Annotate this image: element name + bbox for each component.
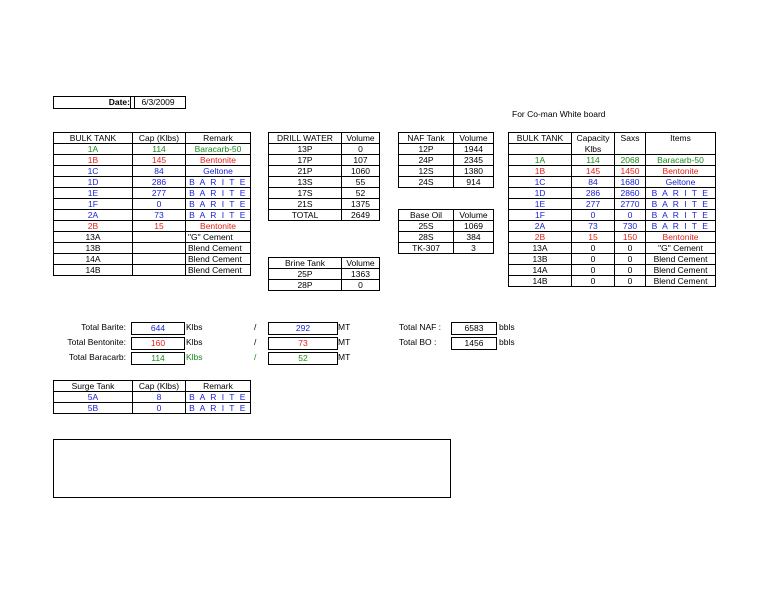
col-header: Surge Tank <box>54 381 133 392</box>
table-cell: 2770 <box>615 199 646 210</box>
table-cell: 2B <box>54 221 133 232</box>
col-header: Cap (Klbs) <box>133 381 186 392</box>
surge-tank-table <box>53 380 251 414</box>
table-cell: 0 <box>615 276 646 287</box>
table-cell: B A R I T E <box>646 210 716 221</box>
table-cell: 1060 <box>342 166 380 177</box>
table-cell: B A R I T E <box>186 199 251 210</box>
table-cell: 73 <box>133 210 186 221</box>
table-cell: 73 <box>572 221 615 232</box>
table-cell: Geltone <box>646 177 716 188</box>
total-mt-value: 52 <box>268 352 338 365</box>
table-row <box>54 221 251 232</box>
table-row <box>509 177 716 188</box>
table-row <box>54 177 251 188</box>
table-cell <box>133 254 186 265</box>
table-row <box>269 199 380 210</box>
total-separator: / <box>254 352 257 362</box>
table-row <box>54 265 251 276</box>
table-cell: 2A <box>509 221 572 232</box>
table-cell: 17P <box>269 155 342 166</box>
bulk-tank-table-left <box>53 132 251 276</box>
table-cell: 14A <box>509 265 572 276</box>
table-cell: Blend Cement <box>646 254 716 265</box>
table-cell: Baracarb-50 <box>186 144 251 155</box>
col-header: Base Oil <box>399 210 454 221</box>
table-cell: 15 <box>133 221 186 232</box>
total-separator: / <box>254 337 257 347</box>
table-cell: 0 <box>615 254 646 265</box>
table-cell: 0 <box>572 254 615 265</box>
table-cell: 0 <box>342 280 380 291</box>
col-header: Volume <box>454 210 494 221</box>
table-cell: 1944 <box>454 144 494 155</box>
table-cell: 5B <box>54 403 133 414</box>
table-cell: 2068 <box>615 155 646 166</box>
table-row <box>54 210 251 221</box>
table-cell: 0 <box>133 199 186 210</box>
table-cell <box>133 232 186 243</box>
table-row <box>269 280 380 291</box>
base-oil-table <box>398 209 494 254</box>
table-row <box>54 243 251 254</box>
col-header: Volume <box>454 133 494 144</box>
table-row <box>509 265 716 276</box>
whiteboard-note: For Co-man White board <box>512 109 606 119</box>
table-cell: B A R I T E <box>186 177 251 188</box>
table-cell: 21P <box>269 166 342 177</box>
table-cell: 84 <box>133 166 186 177</box>
table-cell: 2649 <box>342 210 380 221</box>
table-cell: 1B <box>509 166 572 177</box>
table-cell: 24P <box>399 155 454 166</box>
col-header: NAF Tank <box>399 133 454 144</box>
table-cell: Blend Cement <box>186 265 251 276</box>
table-cell: 17S <box>269 188 342 199</box>
table-cell: 2A <box>54 210 133 221</box>
table-row <box>399 232 494 243</box>
table-cell: 0 <box>572 243 615 254</box>
table-row <box>509 199 716 210</box>
table-row <box>269 144 380 155</box>
table-row <box>269 188 380 199</box>
col-subheader: Klbs <box>572 144 615 155</box>
table-cell: 12S <box>399 166 454 177</box>
naf-total-label: Total NAF : <box>399 322 442 332</box>
brine-tank-table <box>268 257 380 291</box>
total-klbs-value: 160 <box>131 337 185 350</box>
table-cell: 13A <box>54 232 133 243</box>
table-cell: 2B <box>509 232 572 243</box>
table-cell: TK-307 <box>399 243 454 254</box>
table-row <box>54 392 251 403</box>
table-row <box>509 166 716 177</box>
total-klbs-unit: Klbs <box>186 352 203 362</box>
table-row <box>269 166 380 177</box>
col-header: BULK TANK <box>54 133 133 144</box>
table-row <box>509 155 716 166</box>
total-mt-value: 73 <box>268 337 338 350</box>
table-cell: Geltone <box>186 166 251 177</box>
table-cell: 145 <box>572 166 615 177</box>
table-cell: 15 <box>572 232 615 243</box>
table-cell: 13S <box>269 177 342 188</box>
table-row <box>509 210 716 221</box>
naf-tank-table <box>398 132 494 188</box>
table-cell: 1363 <box>342 269 380 280</box>
table-cell: 2345 <box>454 155 494 166</box>
table-cell: 21S <box>269 199 342 210</box>
table-cell: 0 <box>572 210 615 221</box>
naf-total-value: 1456 <box>451 337 497 350</box>
table-cell: 14A <box>54 254 133 265</box>
total-separator: / <box>254 322 257 332</box>
table-cell: 12P <box>399 144 454 155</box>
table-row <box>54 155 251 166</box>
table-cell: 25P <box>269 269 342 280</box>
table-cell: 0 <box>615 265 646 276</box>
table-cell: 150 <box>615 232 646 243</box>
table-cell: 0 <box>342 144 380 155</box>
table-cell <box>133 265 186 276</box>
table-cell: "G" Cement <box>186 232 251 243</box>
naf-total-value: 6583 <box>451 322 497 335</box>
table-cell: 28S <box>399 232 454 243</box>
table-cell: 277 <box>572 199 615 210</box>
table-cell: 52 <box>342 188 380 199</box>
table-row <box>509 243 716 254</box>
col-header: Volume <box>342 133 380 144</box>
date-label-box: Date: <box>53 96 135 109</box>
table-cell: Bentonite <box>186 155 251 166</box>
table-cell: 1450 <box>615 166 646 177</box>
date-value-box: 6/3/2009 <box>130 96 186 109</box>
table-cell: 24S <box>399 177 454 188</box>
table-cell: 0 <box>133 403 186 414</box>
table-row <box>54 403 251 414</box>
col-header: Capacity <box>572 133 615 144</box>
total-mt-unit: MT <box>338 337 351 347</box>
total-mt-unit: MT <box>338 322 351 332</box>
total-label: Total Bentonite: <box>67 337 126 347</box>
table-row <box>509 221 716 232</box>
table-row <box>509 276 716 287</box>
col-header: Items <box>646 133 716 144</box>
col-header: DRILL WATER <box>269 133 342 144</box>
notes-box <box>53 439 451 498</box>
table-cell: 14B <box>509 276 572 287</box>
col-header: Brine Tank <box>269 258 342 269</box>
table-cell: 384 <box>454 232 494 243</box>
table-row <box>399 221 494 232</box>
table-cell: 13A <box>509 243 572 254</box>
table-cell: 286 <box>572 188 615 199</box>
table-cell: 0 <box>572 276 615 287</box>
table-cell: 84 <box>572 177 615 188</box>
table-cell: 277 <box>133 188 186 199</box>
table-cell: Blend Cement <box>186 243 251 254</box>
table-cell: 107 <box>342 155 380 166</box>
col-header: Saxs <box>615 133 646 144</box>
table-cell: 1C <box>54 166 133 177</box>
table-cell: 13P <box>269 144 342 155</box>
table-cell: 1B <box>54 155 133 166</box>
table-row <box>399 144 494 155</box>
total-label: Total Baracarb: <box>68 352 126 362</box>
table-cell: TOTAL <box>269 210 342 221</box>
table-cell: Bentonite <box>646 232 716 243</box>
table-cell: 1A <box>54 144 133 155</box>
table-cell: 145 <box>133 155 186 166</box>
table-cell: B A R I T E <box>646 188 716 199</box>
table-cell: 114 <box>133 144 186 155</box>
table-cell: 25S <box>399 221 454 232</box>
table-cell: B A R I T E <box>186 392 251 403</box>
table-row <box>54 144 251 155</box>
table-cell: B A R I T E <box>646 221 716 232</box>
table-cell: B A R I T E <box>186 403 251 414</box>
table-row <box>399 177 494 188</box>
col-header: BULK TANK <box>509 133 572 144</box>
table-cell: 28P <box>269 280 342 291</box>
table-cell: Blend Cement <box>646 265 716 276</box>
naf-total-label: Total BO : <box>399 337 437 347</box>
table-cell: B A R I T E <box>646 199 716 210</box>
table-cell: Blend Cement <box>646 276 716 287</box>
total-label: Total Barite: <box>81 322 126 332</box>
total-klbs-unit: Klbs <box>186 322 203 332</box>
table-cell: 3 <box>454 243 494 254</box>
table-row <box>509 254 716 265</box>
table-cell: 286 <box>133 177 186 188</box>
table-row <box>54 166 251 177</box>
total-klbs-value: 644 <box>131 322 185 335</box>
table-row <box>54 254 251 265</box>
table-cell: 0 <box>615 243 646 254</box>
table-cell: 1A <box>509 155 572 166</box>
table-cell: 0 <box>572 265 615 276</box>
drill-water-table <box>268 132 380 221</box>
table-cell: 13B <box>54 243 133 254</box>
table-cell: 1E <box>54 188 133 199</box>
table-row <box>269 177 380 188</box>
table-cell: 914 <box>454 177 494 188</box>
table-row <box>399 166 494 177</box>
table-cell: 2860 <box>615 188 646 199</box>
table-row <box>399 243 494 254</box>
table-cell: 1F <box>54 199 133 210</box>
table-row <box>269 269 380 280</box>
table-row <box>509 188 716 199</box>
total-mt-unit: MT <box>338 352 351 362</box>
col-header: Cap (Klbs) <box>133 133 186 144</box>
table-cell: Blend Cement <box>186 254 251 265</box>
table-cell: 13B <box>509 254 572 265</box>
table-cell <box>133 243 186 254</box>
naf-total-unit: bbls <box>499 322 515 332</box>
table-cell: 1D <box>54 177 133 188</box>
col-header: Remark <box>186 381 251 392</box>
table-cell: 1E <box>509 199 572 210</box>
table-cell: 1680 <box>615 177 646 188</box>
table-cell: 14B <box>54 265 133 276</box>
table-cell: 1380 <box>454 166 494 177</box>
table-row <box>269 155 380 166</box>
table-cell: 5A <box>54 392 133 403</box>
table-cell: B A R I T E <box>186 210 251 221</box>
bulk-tank-table-right <box>508 132 716 287</box>
total-mt-value: 292 <box>268 322 338 335</box>
table-row <box>509 232 716 243</box>
col-header: Remark <box>186 133 251 144</box>
table-cell: 1C <box>509 177 572 188</box>
naf-total-unit: bbls <box>499 337 515 347</box>
table-row <box>54 232 251 243</box>
table-cell: 8 <box>133 392 186 403</box>
table-cell: 1D <box>509 188 572 199</box>
total-klbs-value: 114 <box>131 352 185 365</box>
table-cell: "G" Cement <box>646 243 716 254</box>
table-cell: 55 <box>342 177 380 188</box>
table-row <box>54 188 251 199</box>
table-cell: 114 <box>572 155 615 166</box>
table-row <box>269 210 380 221</box>
total-klbs-unit: Klbs <box>186 337 203 347</box>
table-cell: 1375 <box>342 199 380 210</box>
table-row <box>54 199 251 210</box>
table-cell: 1F <box>509 210 572 221</box>
table-cell: Bentonite <box>646 166 716 177</box>
table-cell: 0 <box>615 210 646 221</box>
col-header: Volume <box>342 258 380 269</box>
table-cell: Bentonite <box>186 221 251 232</box>
table-cell: Baracarb-50 <box>646 155 716 166</box>
table-cell: 1069 <box>454 221 494 232</box>
table-cell: 730 <box>615 221 646 232</box>
table-row <box>399 155 494 166</box>
table-cell: B A R I T E <box>186 188 251 199</box>
